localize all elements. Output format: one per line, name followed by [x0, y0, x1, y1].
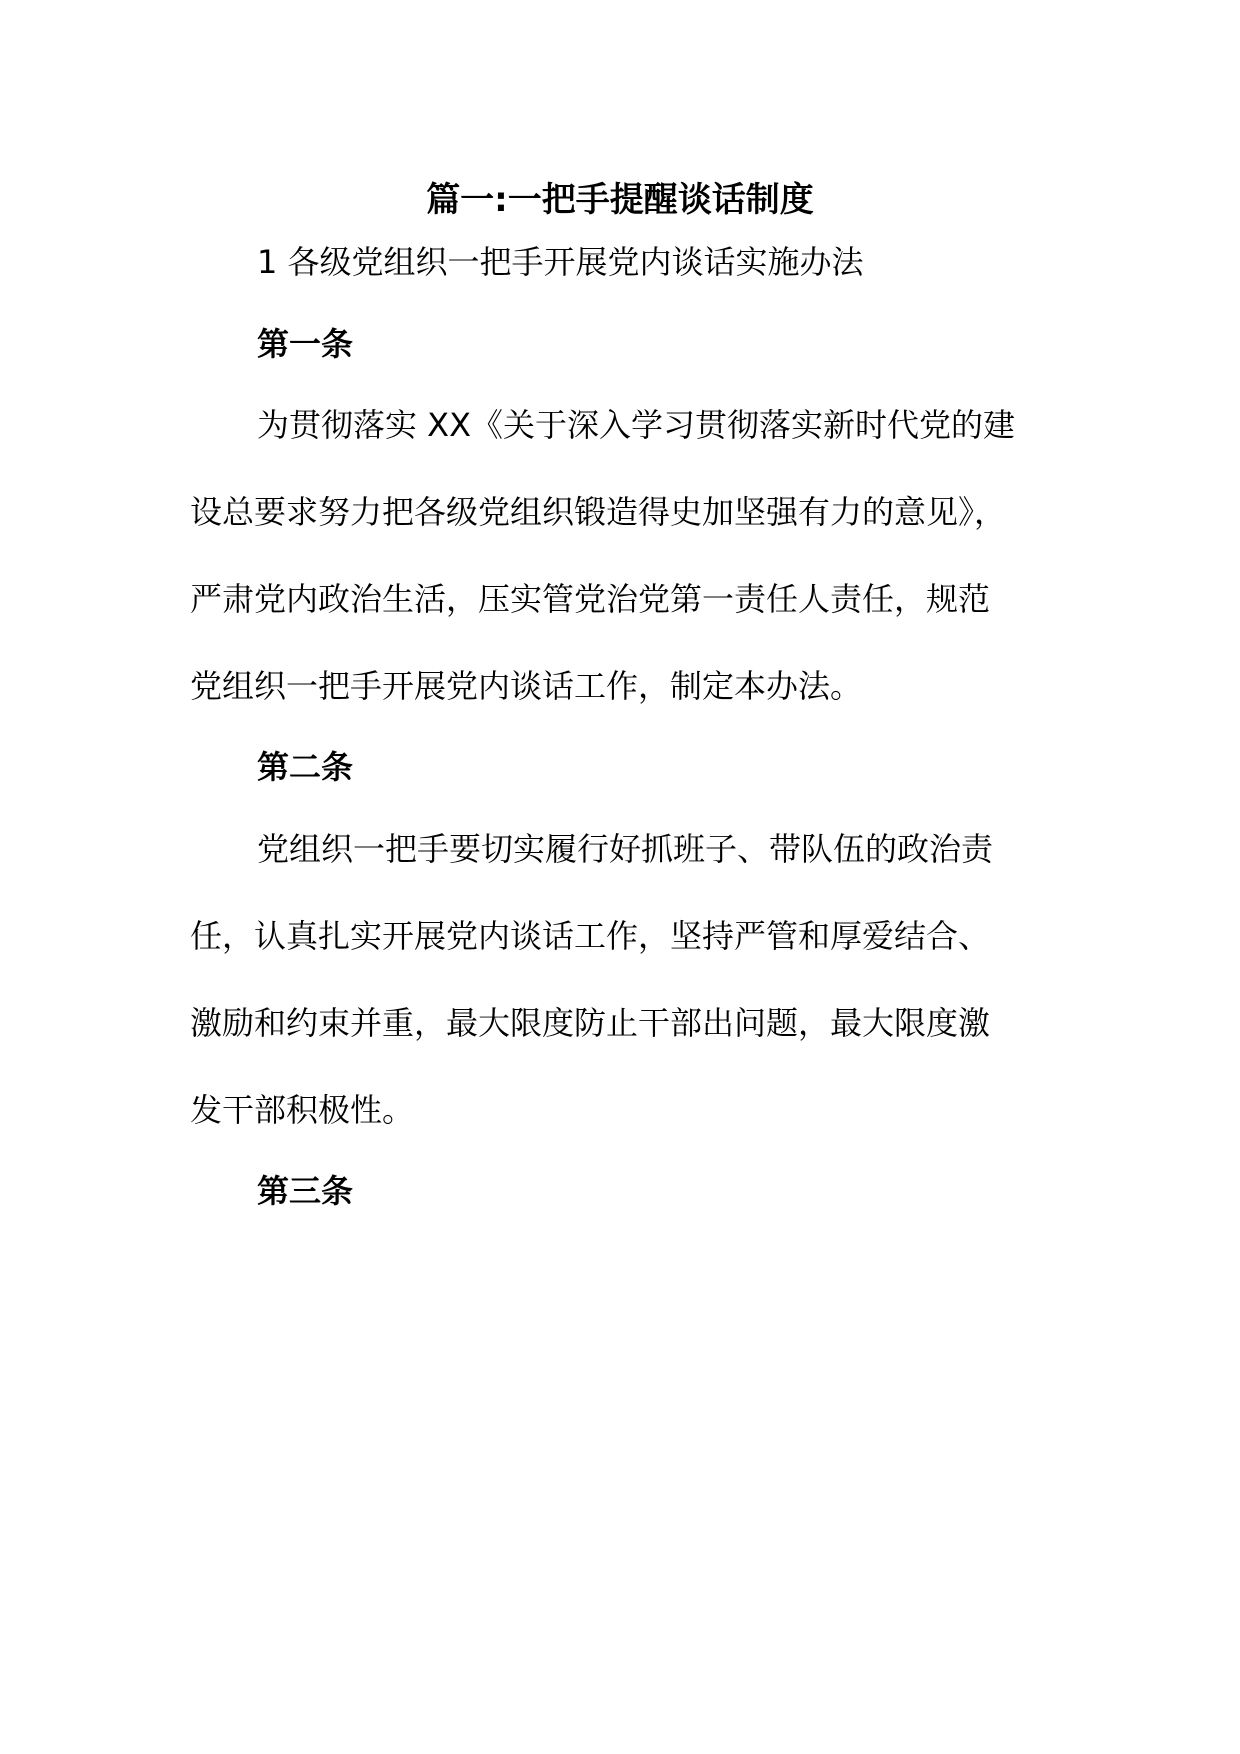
article-1-line-2: 设总要求努力把各级党组织锻造得史加坚强有力的意见》，: [190, 493, 1007, 531]
article-2-line-2: 任，认真扎实开展党内谈话工作，坚持严管和厚爱结合、: [190, 917, 991, 955]
article-3-heading: 第三条: [257, 1172, 354, 1210]
document-subtitle: 1 各级党组织一把手开展党内谈话实施办法: [257, 243, 864, 281]
article-2-heading: 第二条: [257, 748, 354, 786]
document-title: 篇一:一把手提醒谈话制度: [426, 180, 814, 220]
article-1-line-4: 党组织一把手开展党内谈话工作，制定本办法。: [190, 667, 863, 705]
article-1-line-1: 为贯彻落实 XX《关于深入学习贯彻落实新时代党的建: [257, 406, 1016, 444]
article-2-line-1: 党组织一把手要切实履行好抓班子、带队伍的政治责: [257, 830, 994, 868]
article-1-line-3: 严肃党内政治生活，压实管党治党第一责任人责任，规范: [190, 580, 991, 618]
article-1-heading: 第一条: [257, 325, 354, 363]
article-2-line-4: 发干部积极性。: [190, 1091, 415, 1129]
article-2-line-3: 激励和约束并重，最大限度防止干部出问题，最大限度激: [190, 1004, 991, 1042]
